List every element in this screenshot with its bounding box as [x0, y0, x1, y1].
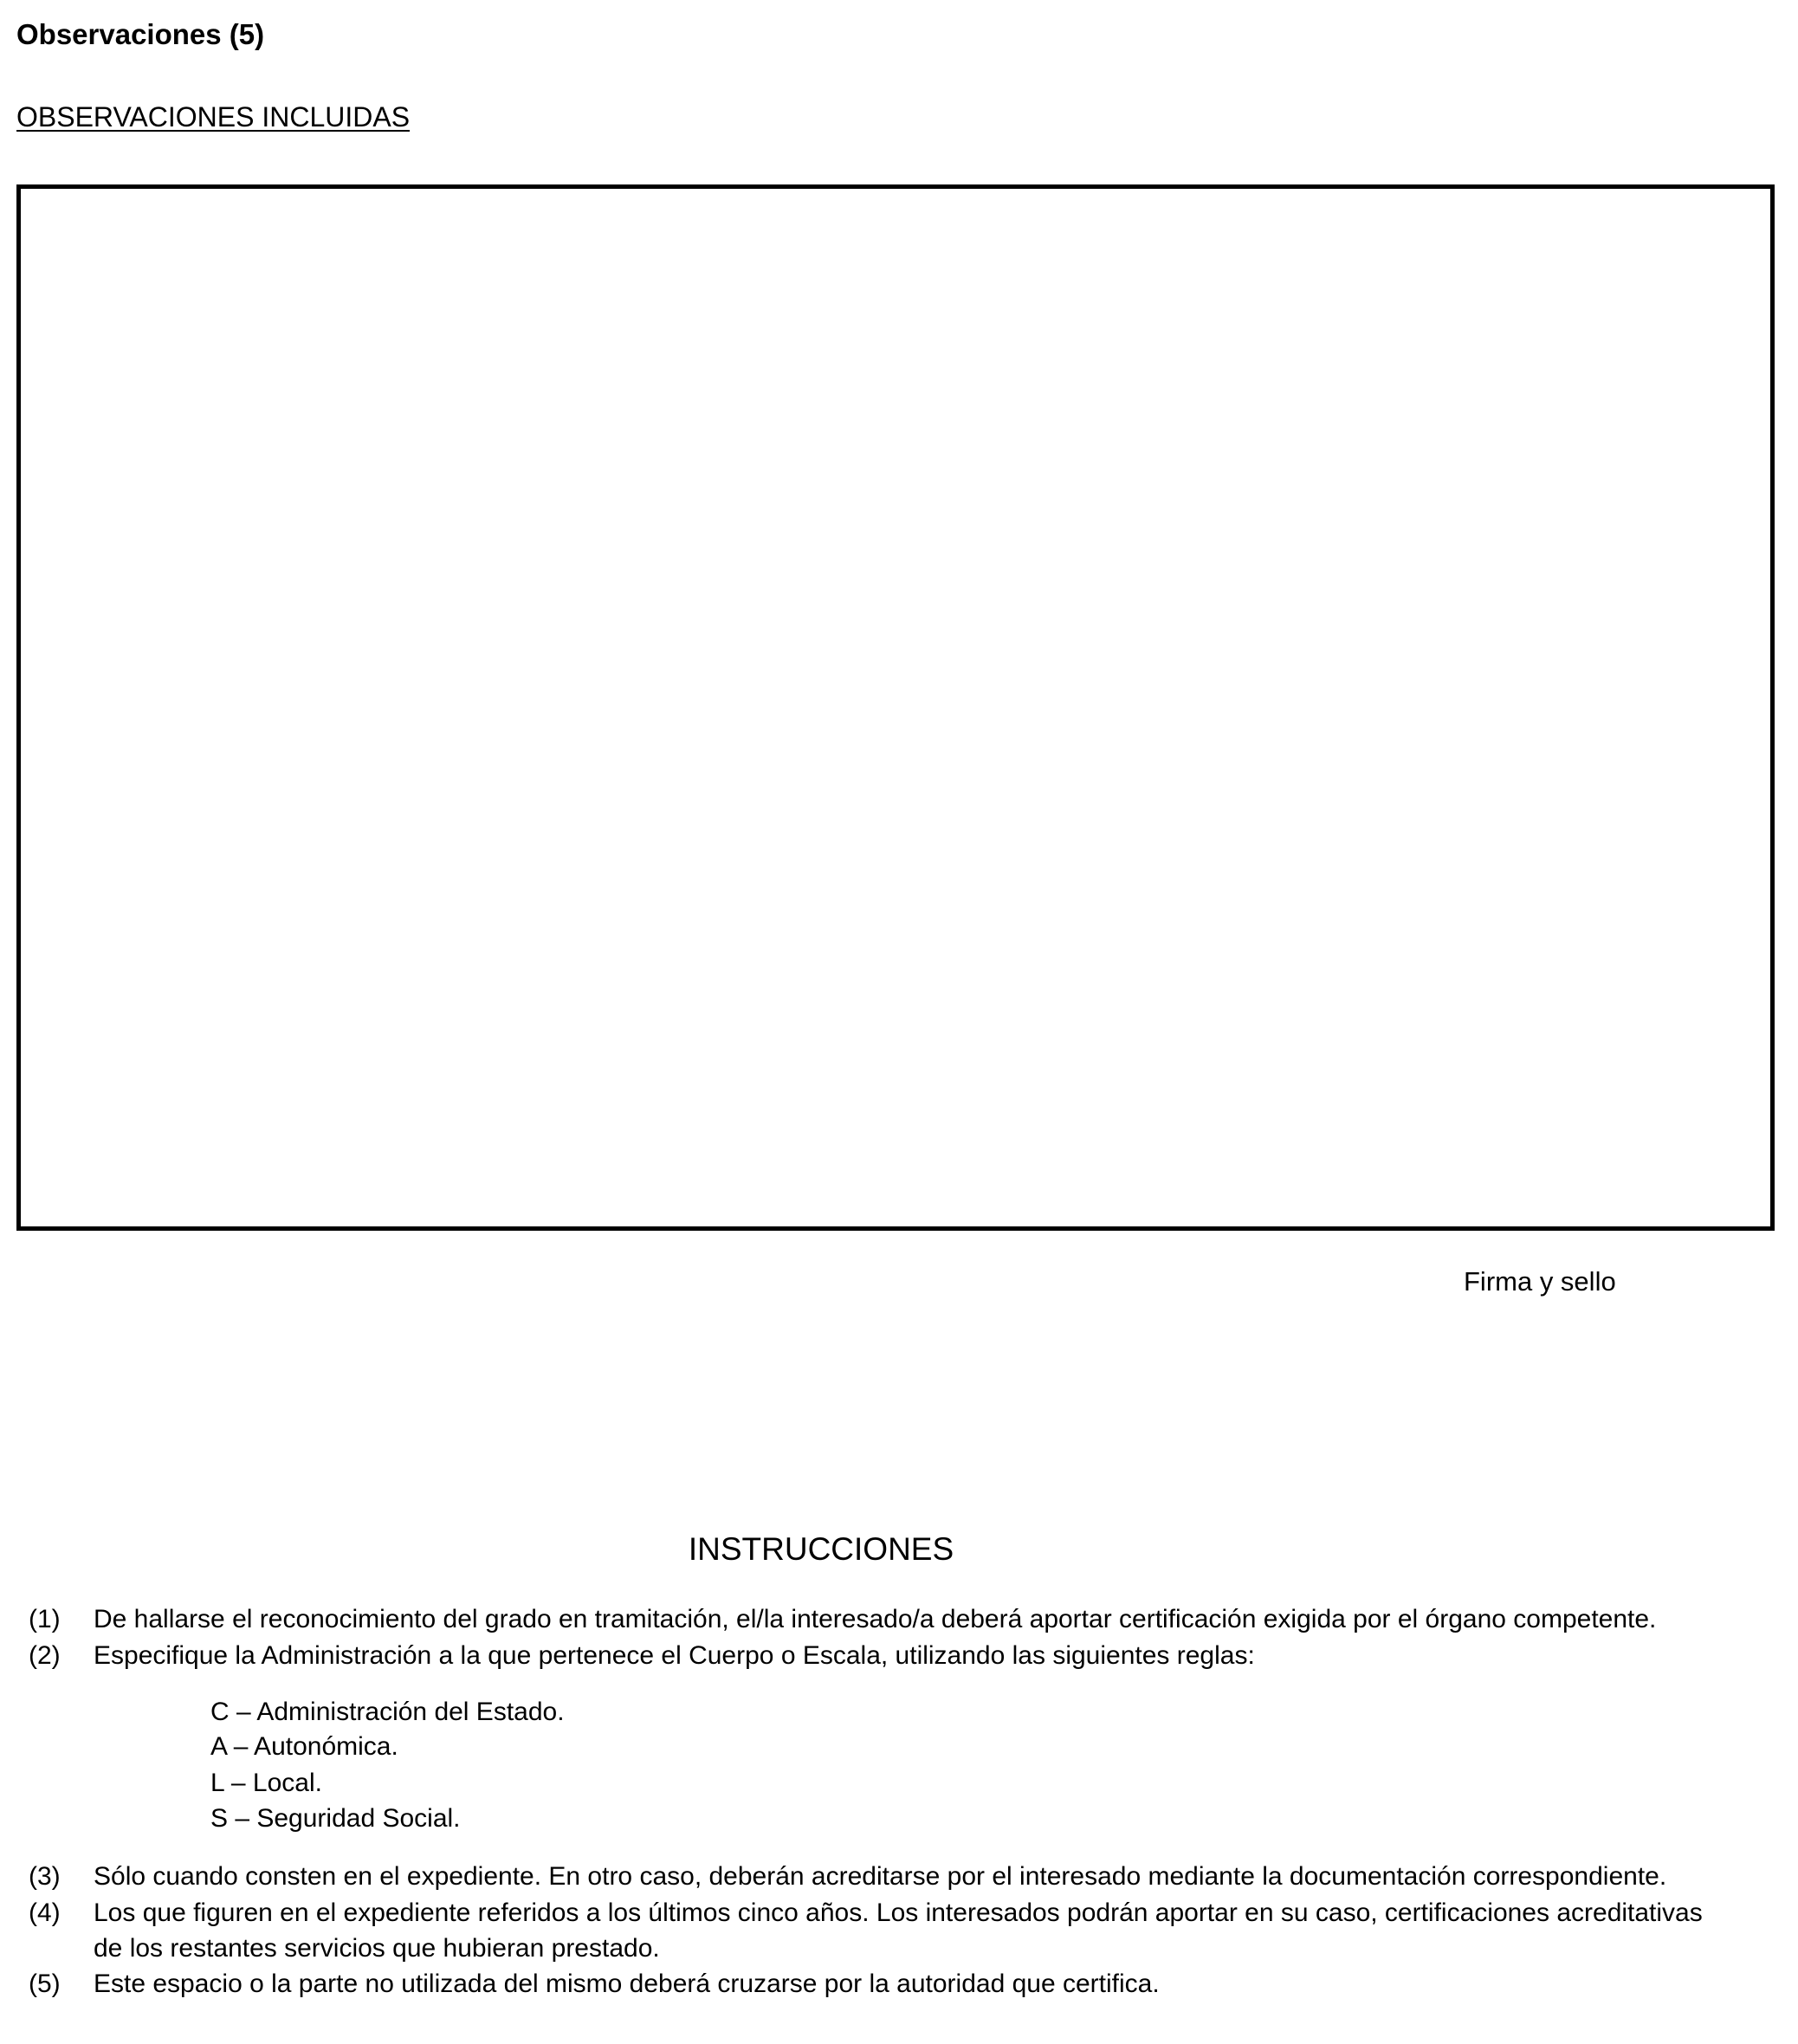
rule-item: L – Local.	[210, 1769, 322, 1797]
instruction-text: Este espacio o la parte no utilizada del mismo deberá cruzarse por la autoridad que certifica.	[94, 1970, 1160, 1998]
instruction-text: De hallarse el reconocimiento del grado en tramitación, el/la interesado/a deberá aportar certificación exigida por el órgano competente.	[94, 1605, 1657, 1633]
section-title: Observaciones (5)	[16, 18, 265, 50]
rule-item: S – Seguridad Social.	[210, 1804, 461, 1833]
instruction-text: Especifique la Administración a la que pertenece el Cuerpo o Escala, utilizando las siguientes reglas:	[94, 1641, 1255, 1670]
instruction-text: de los restantes servicios que hubieran prestado.	[94, 1934, 660, 1963]
instruction-number: (5)	[29, 1970, 61, 1998]
instruction-number: (2)	[29, 1641, 61, 1670]
signature-label: Firma y sello	[1464, 1266, 1616, 1297]
instruction-text: Sólo cuando consten en el expediente. En otro caso, deberán acreditarse por el interesado mediante la documentación correspondiente.	[94, 1862, 1667, 1891]
rule-item: A – Autonómica.	[210, 1732, 398, 1761]
instructions-title: INSTRUCCIONES	[688, 1531, 954, 1567]
rule-item: C – Administración del Estado.	[210, 1698, 565, 1726]
instruction-text: Los que figuren en el expediente referidos a los últimos cinco años. Los interesados podrán aportar en su caso, certificaciones acreditativas	[94, 1898, 1703, 1927]
observations-heading: OBSERVACIONES INCLUIDAS	[16, 101, 411, 133]
instruction-number: (1)	[29, 1605, 61, 1633]
instruction-number: (3)	[29, 1862, 61, 1891]
observations-box[interactable]	[16, 184, 1775, 1231]
instruction-number: (4)	[29, 1898, 61, 1927]
